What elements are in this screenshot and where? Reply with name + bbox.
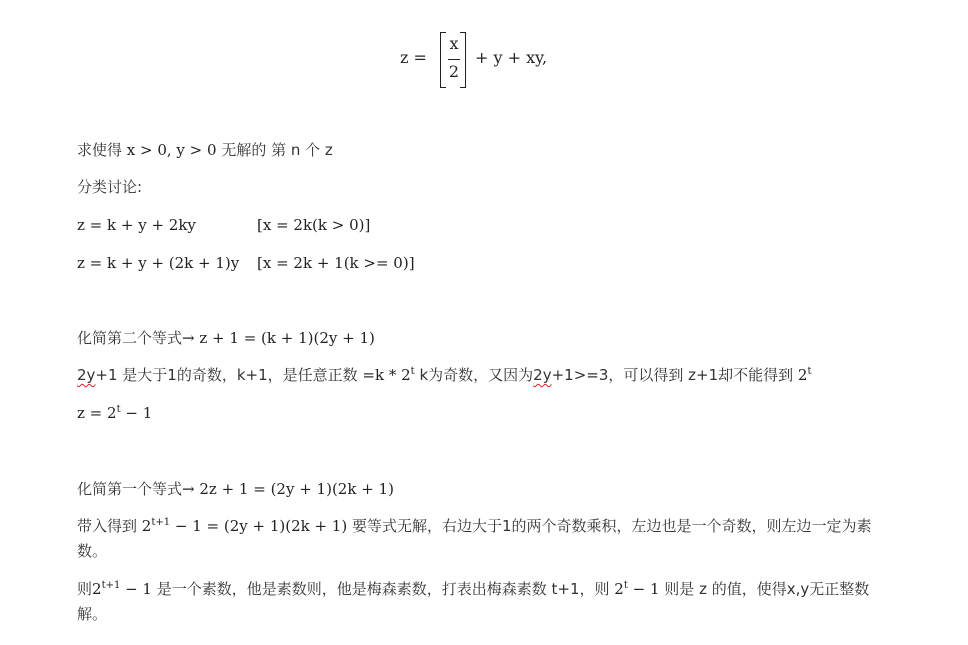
conclusion-math2-sup: t xyxy=(623,580,628,591)
conclusion-math1-tail: − 1 xyxy=(120,580,152,598)
simplify-first xyxy=(77,479,394,499)
spellcheck-word-2: 2y xyxy=(533,366,552,384)
odd-number-reasoning xyxy=(77,365,811,385)
simplify-first-label: 化简第一个等式 xyxy=(77,480,183,498)
conclusion-math1-base: 2 xyxy=(92,580,102,598)
right-bracket xyxy=(460,32,466,88)
left-bracket xyxy=(440,32,446,88)
problem-condition-math: x > 0, y > 0 xyxy=(126,141,217,159)
case2-equation: z = k + y + (2k + 1)y xyxy=(77,254,240,272)
problem-suffix: 无解的 第 n 个 z xyxy=(216,141,333,159)
conclusion-math2-base: 2 xyxy=(614,580,624,598)
simplify-second-label: 化简第二个等式 xyxy=(77,329,183,347)
formula-rest: + y + xy, xyxy=(475,48,548,67)
conclusion-math2-tail: − 1 xyxy=(627,580,660,598)
z-result-sup: t xyxy=(116,404,121,415)
case2-line xyxy=(77,253,415,273)
reasoning-text-3: +1>=3，可以得到 z+1却不能得到 xyxy=(551,366,798,384)
substitute-math-base: 2 xyxy=(141,517,152,535)
conclusion-prefix: 则 xyxy=(77,580,93,598)
simplify-second xyxy=(77,328,375,348)
substitute-prefix: 带入得到 xyxy=(77,517,142,535)
substitute-math-tail: − 1 = (2y + 1)(2k + 1) xyxy=(170,517,348,535)
substitute-math-sup: t+1 xyxy=(151,517,171,528)
problem-prefix: 求使得 xyxy=(77,141,127,159)
case1-condition: [x = 2k(k > 0)] xyxy=(257,216,371,234)
substitute-paragraph xyxy=(77,514,877,564)
fraction-numerator: x xyxy=(449,34,459,53)
reasoning-text-2: k为奇数，又因为 xyxy=(414,366,534,384)
z-result-tail: − 1 xyxy=(120,404,153,422)
spellcheck-word: 2y xyxy=(77,366,96,384)
substitute-suffix: 要等式无解，右边大于1的两个奇数乘积，左边也是一个奇数，则左边一定为素数。 xyxy=(77,517,872,560)
simplify-first-math: 2z + 1 = (2y + 1)(2k + 1) xyxy=(199,480,394,498)
case-heading: 分类讨论: xyxy=(77,178,143,196)
fraction-bar xyxy=(448,59,460,60)
fraction-denominator: 2 xyxy=(448,62,460,81)
formula-lhs: z = xyxy=(400,48,427,67)
reasoning-math-1: k * 2 xyxy=(374,366,411,384)
z-result-base: z = 2 xyxy=(77,404,117,422)
conclusion-middle: 是一个素数，他是素数则，他是梅森素数，打表出梅森素数 t+1，则 xyxy=(151,580,615,598)
case1-equation: z = k + y + 2ky xyxy=(77,216,196,234)
conclusion-paragraph xyxy=(77,577,877,627)
problem-statement xyxy=(77,140,333,160)
z-result xyxy=(77,403,152,423)
reasoning-math-1-sup: t xyxy=(410,366,415,377)
reasoning-math-2: 2 xyxy=(797,366,808,384)
conclusion-math1-sup: t+1 xyxy=(101,580,121,591)
reasoning-text-1: +1 是大于1的奇数，k+1，是任意正数 = xyxy=(95,366,375,384)
arrow-icon: → xyxy=(182,480,195,498)
conclusion-suffix: 则是 z 的值，使得x,y无正整数解。 xyxy=(77,580,870,623)
simplify-second-math: z + 1 = (k + 1)(2y + 1) xyxy=(199,329,375,347)
reasoning-math-2-sup: t xyxy=(807,366,812,377)
arrow-icon: → xyxy=(182,329,195,347)
case2-condition: [x = 2k + 1(k >= 0)] xyxy=(257,254,415,272)
case1-line xyxy=(77,215,370,235)
